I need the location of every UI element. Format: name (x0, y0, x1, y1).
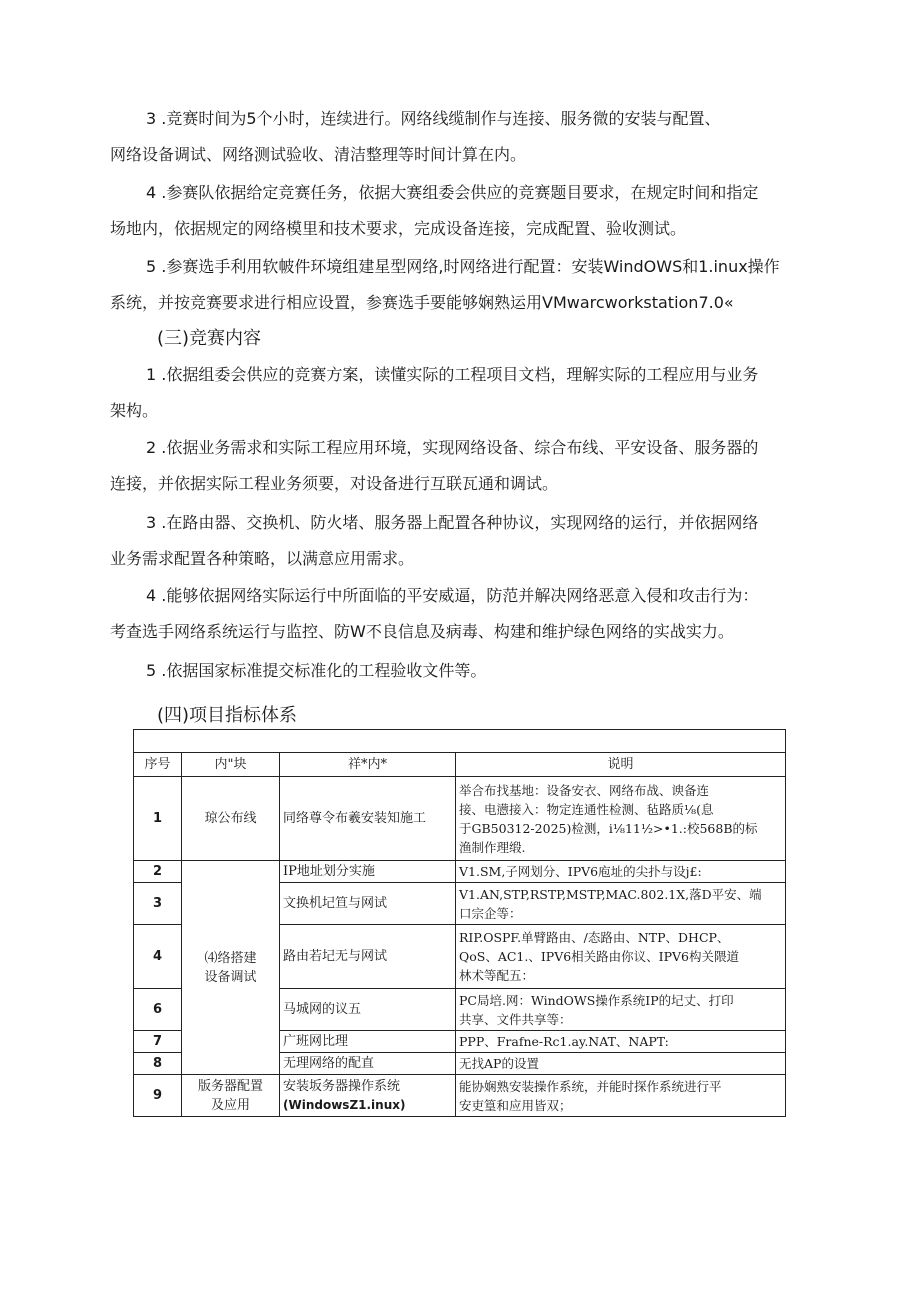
paragraph-content-3 (110, 505, 810, 577)
paragraph-line: 业务需求配置各种策略，以满意应用需求。 (110, 549, 415, 568)
paragraph-line: 4 .能够依据网络实际运行中所面临的平安威逼，防范并解决网络恶意入侵和攻击行为： (146, 586, 759, 605)
section-title-index-system: (四)项目指标体系 (157, 705, 298, 726)
row-description (456, 883, 786, 925)
row-description (456, 925, 786, 989)
row-content: 马城网的议五 (280, 989, 456, 1031)
paragraph-line: 网络设备调试、网络测试验收、清洁整理等时间计算在内。 (110, 145, 527, 164)
row-content: 路由若圮无与网试 (280, 925, 456, 989)
module-line: 设备调试 (204, 969, 257, 985)
row-description (456, 1075, 786, 1117)
paragraph-line: 5 .依据国家标准提交标准化的工程验收文件等。 (146, 661, 487, 680)
paragraph-item-4 (110, 175, 810, 247)
row-module (182, 1075, 280, 1117)
description-line: 口宗企等： (459, 905, 522, 921)
paragraph-line: 1 .依据组委会供应的竞赛方案，读懂实际的工程项目文档，理解实际的工程应用与业务 (146, 365, 759, 384)
table-blank-row (134, 730, 786, 753)
paragraph-line: 场地内，依据规定的网络模里和技术要求，完成设备连接，完成配置、验收测试。 (110, 219, 687, 238)
row-content (280, 1075, 456, 1117)
description-line: 举合布找基地：设备安衣、网络布战、谀备连 (459, 782, 710, 798)
paragraph-line: 连接，并依据实际工程业务须要，对设备进行互联瓦通和调试。 (110, 474, 559, 493)
row-module: 琼公布线 (182, 777, 280, 861)
paragraph-content-4 (110, 578, 810, 650)
paragraph-item-3 (110, 101, 810, 173)
description-line: QoS、AC1.、IPV6相关路由你议、IPV6构关隈道 (459, 949, 740, 964)
description-line: 于GB50312-2025)检测，i⅛11½>•1.:校568B的标 (459, 820, 758, 836)
row-description (456, 861, 786, 883)
row-content: 无理网络的配直 (280, 1053, 456, 1075)
header-module: 内"块 (182, 753, 280, 777)
row-number: 4 (134, 925, 182, 989)
header-detail: 祥*内* (280, 753, 456, 777)
module-line: 及应用 (210, 1097, 250, 1113)
row-content: IP地址划分实施 (280, 861, 456, 883)
paragraph-item-5 (110, 249, 810, 321)
paragraph-line: 3 .在路由器、交换机、防火堵、服务器上配置各种协议，实现网络的运行，并依据网络 (146, 513, 759, 532)
paragraph-line: 系统，并按竞赛要求进行相应设置，参赛选手要能够娴熟运用VMwarcworkstation7.0« (110, 293, 734, 312)
row-content: 广班网比理 (280, 1031, 456, 1053)
table-blank-cell (134, 730, 786, 753)
paragraph-content-1 (110, 357, 810, 429)
row-number: 7 (134, 1031, 182, 1053)
description-line: 接、电懑接入：物定连通性检测、毡路质⅛(息 (459, 801, 714, 817)
row-module-merged (182, 861, 280, 1075)
table-row (134, 1075, 786, 1117)
paragraph-line: 3 .竞赛时间为5个小时，连续进行。网络线缆制作与连接、服务微的安装与配置、 (146, 109, 721, 128)
header-description: 说明 (456, 753, 786, 777)
row-content: 文换机圮笪与网试 (280, 883, 456, 925)
row-number: 2 (134, 861, 182, 883)
description-line: 林术等配五： (459, 968, 535, 983)
paragraph-line: 2 .依据业务需求和实际工程应用环境，实现网络设备、综合布线、平安设备、服务器的 (146, 438, 759, 457)
row-description (456, 1053, 786, 1075)
row-description (456, 777, 786, 861)
description-line: PPP、Frafne-Rc1.ay.NAT、NAPT: (459, 1034, 669, 1049)
header-seq: 序号 (134, 753, 182, 777)
description-line: 无找AP的设置 (459, 1056, 539, 1071)
table-header-row (134, 753, 786, 777)
paragraph-line: 架构。 (110, 401, 159, 420)
description-line: 安吏篁和应用皆双； (459, 1097, 572, 1113)
description-line: RIP.OSPF.单臂路由、/态路由、NTP、DHCP、 (459, 930, 730, 945)
module-line: ⑷络搭建 (204, 950, 257, 966)
paragraph-line: 5 .参赛选手利用软帔件环境组建星型网络,时网络进行配置：安装WindOWS和1.inux操作 (146, 257, 780, 276)
section-title-competition-content: (三)竞赛内容 (157, 328, 262, 349)
module-line: 版务器配置 (197, 1078, 263, 1094)
paragraph-content-5 (110, 653, 810, 689)
row-content: 同络尊令布羲安装知施工 (280, 777, 456, 861)
row-number: 6 (134, 989, 182, 1031)
row-number: 3 (134, 883, 182, 925)
paragraph-line: 考查选手网络系统运行与监控、防W不良信息及病毒、构建和维护绿色网络的实战实力。 (110, 622, 734, 641)
description-line: V1.SM,子网划分、IPV6庖址的尖扑与设j£: (459, 864, 702, 879)
paragraph-line: 4 .参赛队依据给定竞赛任务，依据大赛组委会供应的竞赛题目要求，在规定时间和指定 (146, 183, 759, 202)
row-number: 9 (134, 1075, 182, 1117)
description-line: 渔制作理缎. (459, 839, 526, 855)
description-line: 共享、文件共享等： (459, 1011, 572, 1027)
table-row (134, 861, 786, 883)
table-row (134, 777, 786, 861)
row-number: 8 (134, 1053, 182, 1075)
content-line: (WindowsZ1.inux) (283, 1097, 406, 1112)
row-number: 1 (134, 777, 182, 861)
description-line: PC局培.网：WindOWS操作系统IP的圮丈、打印 (459, 992, 734, 1008)
description-line: V1.AN,STP,RSTP,MSTP,MAC.802.1X,落D平安、端 (459, 886, 762, 902)
row-description (456, 1031, 786, 1053)
description-line: 能协娴熟安装操作系统，并能时探作系统进行平 (459, 1078, 722, 1094)
index-table (133, 729, 786, 1117)
content-line: 安装坂务器操作系统 (283, 1078, 401, 1094)
row-description (456, 989, 786, 1031)
paragraph-content-2 (110, 430, 810, 502)
